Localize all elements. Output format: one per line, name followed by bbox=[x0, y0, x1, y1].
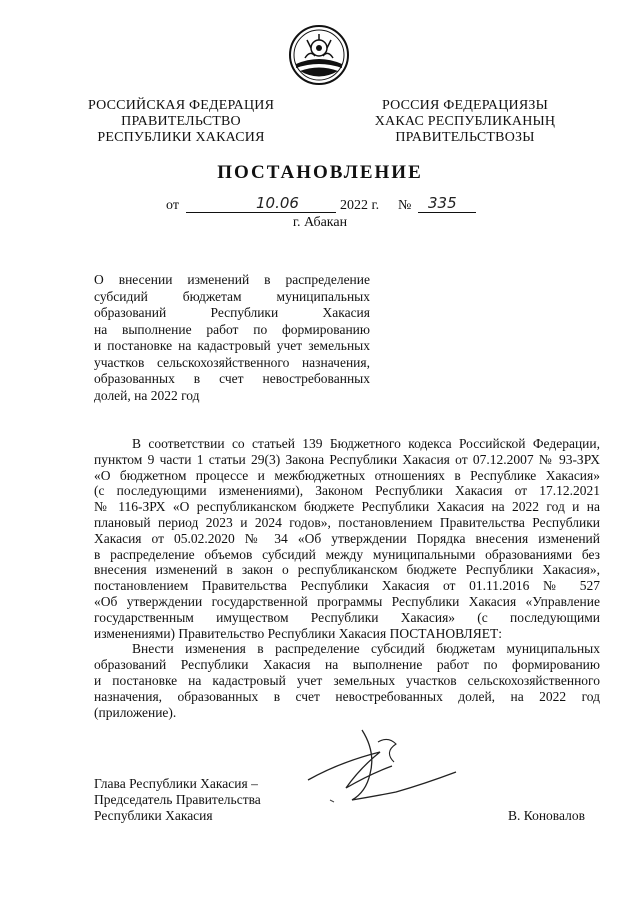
body-line: образований Республики Хакасия на выполнение работ по формированию bbox=[94, 657, 600, 673]
handwritten-number: 335 bbox=[428, 194, 457, 212]
body-line: Внести изменения в распределение субсидий бюджетам муниципальных bbox=[132, 641, 600, 657]
signatory-position bbox=[94, 776, 261, 825]
handwritten-date: 10.06 bbox=[256, 194, 299, 212]
subject-block bbox=[94, 272, 370, 404]
body-line: Хакасия от 05.02.2020 № 34 «Об утверждении Порядка внесения изменений bbox=[94, 530, 600, 546]
number-underline bbox=[418, 212, 476, 213]
date-underline bbox=[186, 212, 336, 213]
document-title: ПОСТАНОВЛЕНИЕ bbox=[217, 162, 423, 183]
coat-of-arms-emblem bbox=[288, 24, 350, 86]
body-line: в распределение объемов субсидий между муниципальными образованиями без bbox=[94, 546, 600, 562]
header-right-khakas bbox=[370, 98, 560, 146]
subject-line: и постановке на кадастровый учет земельных bbox=[94, 338, 370, 353]
signatory-line: Председатель Правительства bbox=[94, 792, 261, 808]
body-line: (приложение). bbox=[94, 704, 177, 720]
body-line: № 116-ЗРХ «О республиканском бюджете Республики Хакасия на 2022 год и на bbox=[94, 499, 600, 515]
header-right-line: ХАКАС РЕСПУБЛИКАНЫҢ bbox=[374, 114, 556, 129]
body-line: «О бюджетном процессе и межбюджетных отношениях в Республике Хакасия» bbox=[94, 467, 600, 483]
date-prefix: от bbox=[166, 198, 179, 213]
subject-line: образований Республики Хакасия bbox=[94, 305, 370, 320]
header-left-line: РЕСПУБЛИКИ ХАКАСИЯ bbox=[97, 130, 265, 145]
subject-line: на выполнение работ по формированию bbox=[94, 321, 370, 337]
body-line: изменениями) Правительство Республики Хакасия ПОСТАНОВЛЯЕТ: bbox=[94, 625, 502, 641]
city: г. Абакан bbox=[292, 215, 348, 230]
signatory-line: Глава Республики Хакасия – bbox=[94, 776, 258, 791]
header-right-line: ПРАВИТЕЛЬСТВОЗЫ bbox=[395, 130, 535, 145]
body-line: (с последующими изменениями), Законом Республики Хакасия от 17.12.2021 bbox=[94, 483, 600, 499]
signatory-line: Республики Хакасия bbox=[94, 808, 213, 824]
subject-line: образованных в счет невостребованных bbox=[94, 371, 370, 386]
subject-line: долей, на 2022 год bbox=[94, 387, 200, 403]
header-left-line: РОССИЙСКАЯ ФЕДЕРАЦИЯ bbox=[88, 98, 275, 113]
subject-line: О внесении изменений в распределение bbox=[94, 272, 370, 287]
body-text bbox=[94, 436, 600, 720]
header-right-line: РОССИЯ ФЕДЕРАЦИЯЗЫ bbox=[381, 98, 549, 113]
header-left-ru bbox=[88, 98, 274, 146]
body-line: плановый период 2023 и 2024 годов», постановлением Правительства Республики bbox=[94, 514, 600, 530]
body-line: пунктом 9 части 1 статьи 29(3) Закона Республики Хакасия от 07.12.2007 № 93-ЗРХ bbox=[94, 451, 600, 467]
body-line: «Об утверждении государственной программы Республики Хакасия «Управление bbox=[94, 593, 600, 609]
header-left-line: ПРАВИТЕЛЬСТВО bbox=[121, 114, 241, 129]
body-line: внесения изменений в закон о республиканском бюджете Республики Хакасия», bbox=[94, 562, 600, 578]
body-line: и постановке на кадастровый учет земельных участков сельскохозяйственного bbox=[94, 672, 600, 688]
subject-line: участков сельскохозяйственного назначения, bbox=[94, 354, 370, 370]
handwritten-signature bbox=[300, 722, 460, 832]
date-year: 2022 г. bbox=[340, 198, 380, 213]
body-line: назначения, образованных в счет невостребованных долей, на 2022 год bbox=[94, 688, 600, 704]
body-line: государственным имуществом Республики Хакасия» (с последующими bbox=[94, 609, 600, 625]
body-line: постановлением Правительства Республики Хакасия от 01.11.2016 № 527 bbox=[94, 578, 600, 594]
subject-line: субсидий бюджетам муниципальных bbox=[94, 288, 370, 304]
body-line: В соответствии со статьей 139 Бюджетного кодекса Российской Федерации, bbox=[132, 436, 600, 451]
number-sign: № bbox=[398, 198, 412, 213]
signatory-name: В. Коновалов bbox=[508, 808, 585, 823]
